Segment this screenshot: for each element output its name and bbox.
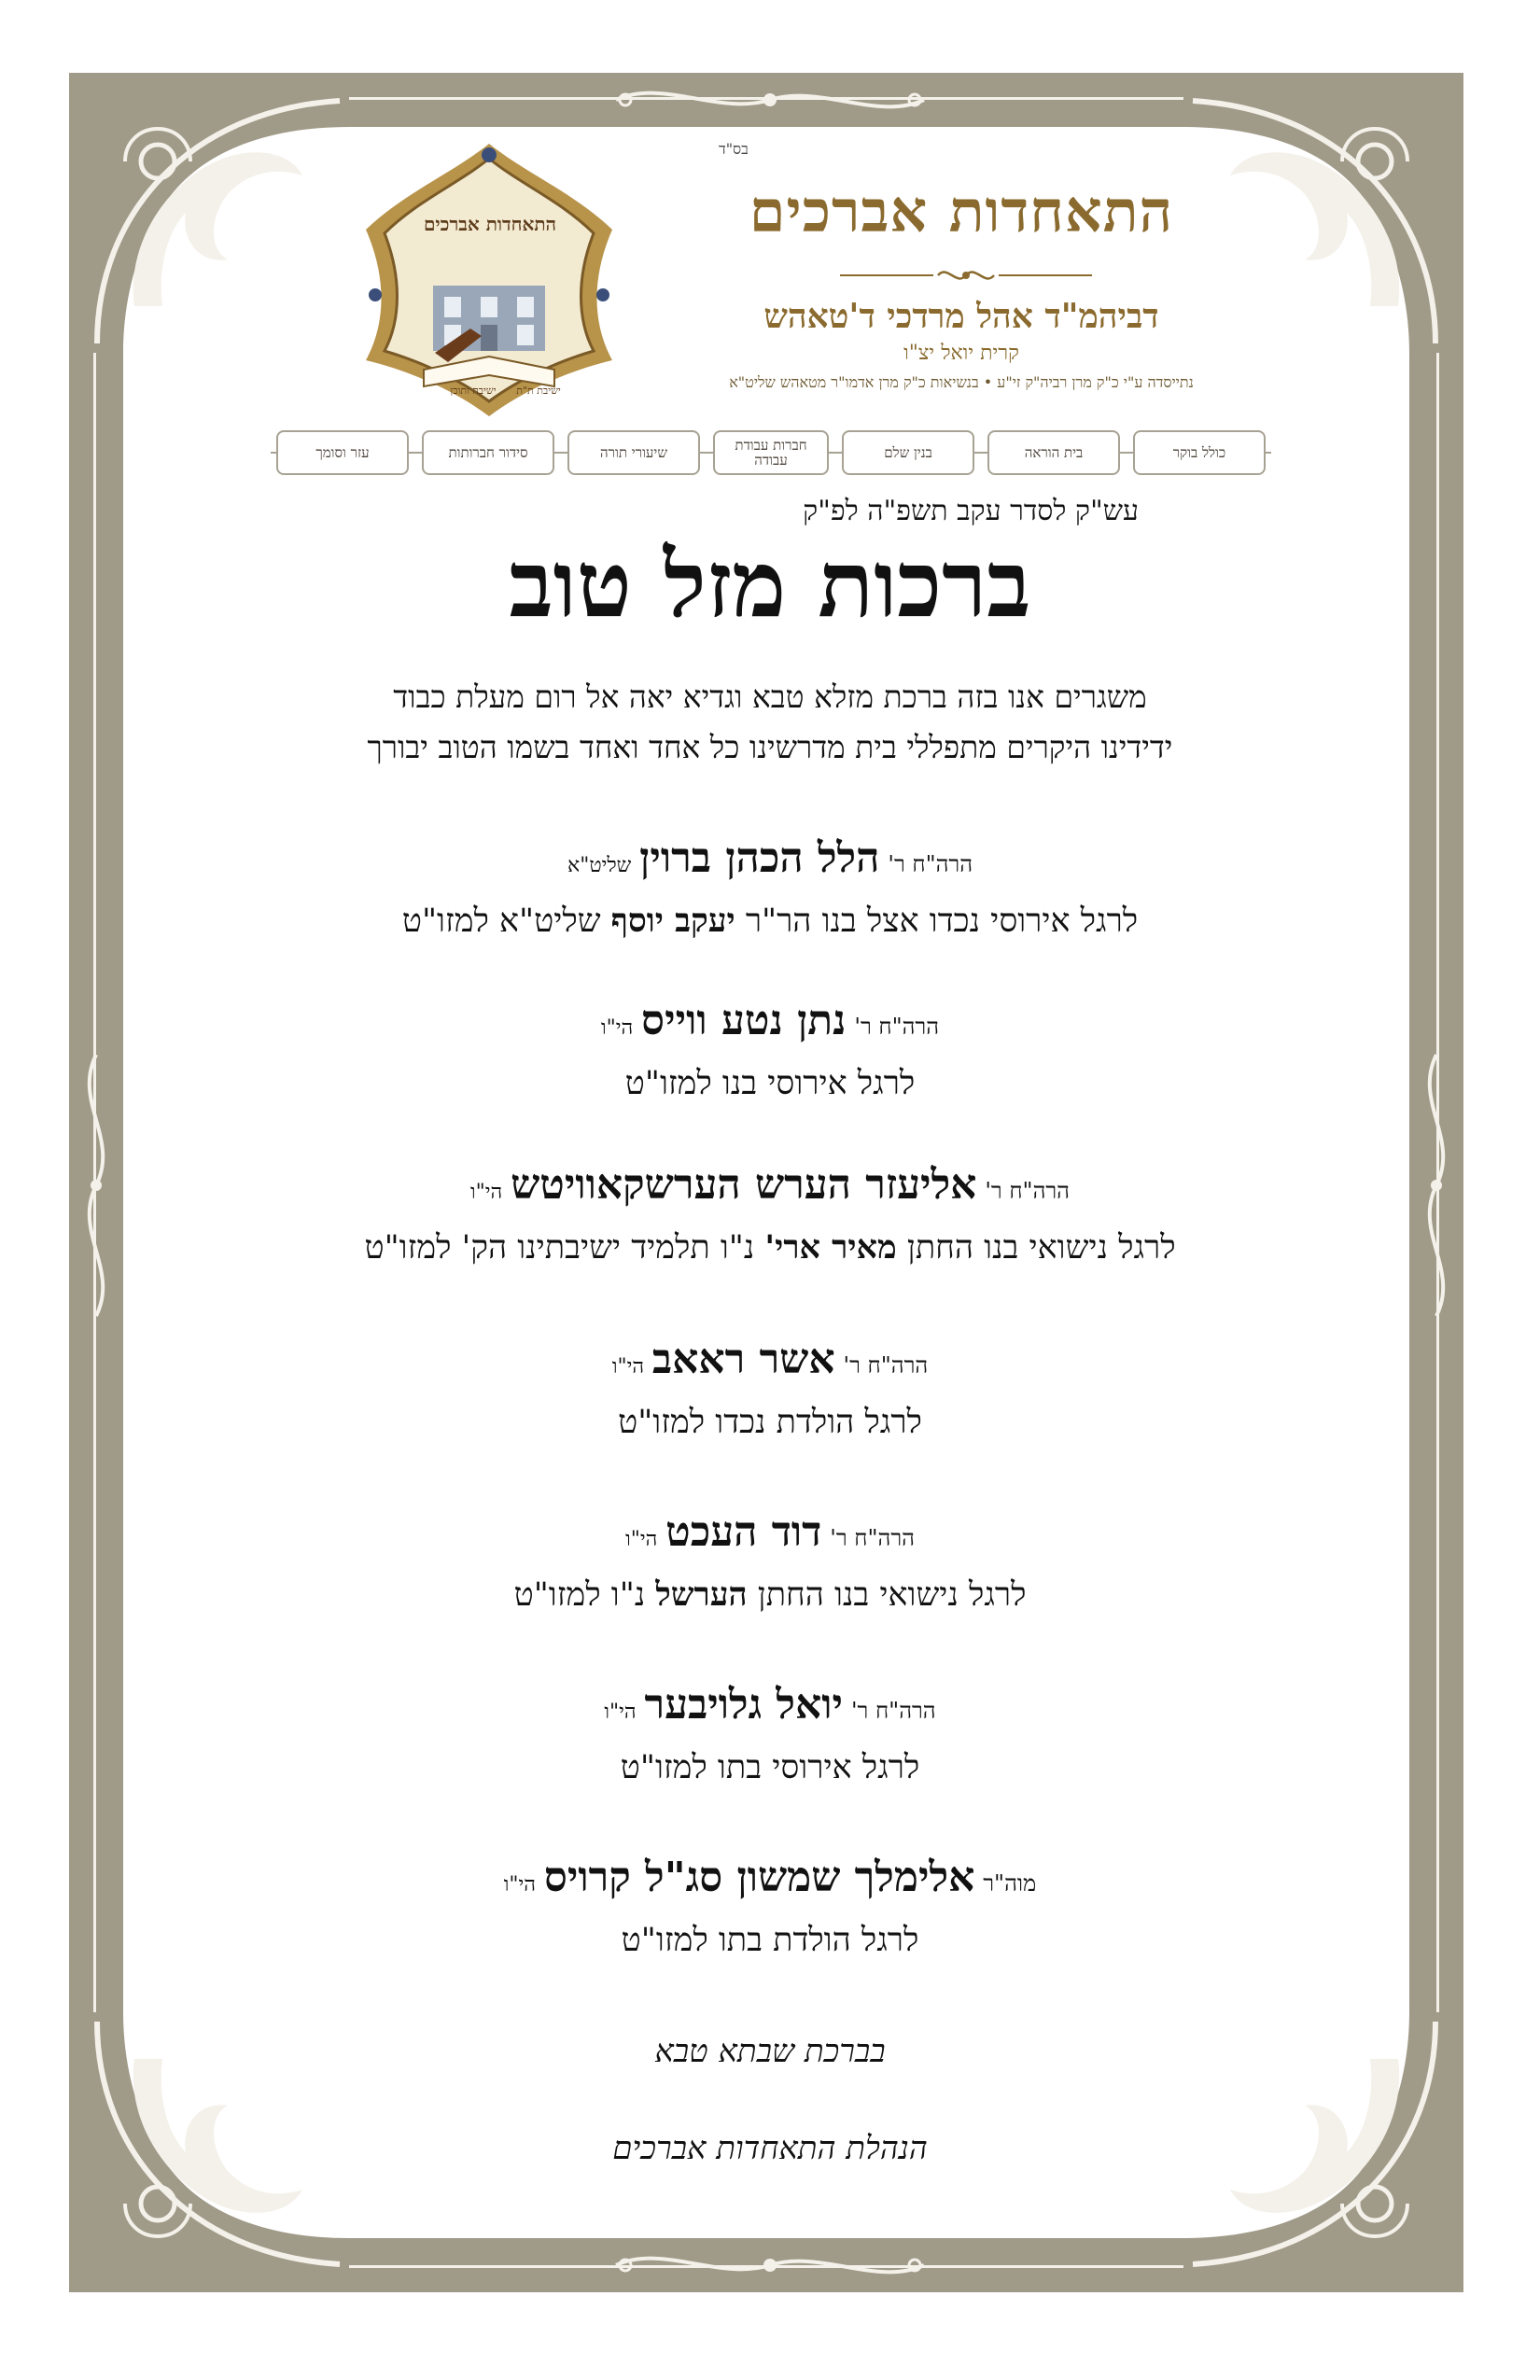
left-side-ornament: [73, 1045, 119, 1325]
name-suffix: הי"ו: [611, 1355, 645, 1379]
congratulation-entry: [187, 1155, 1353, 1273]
organization-founded-line: נתייסדה ע"י כ"ק מרן רביה"ק זי"ע • בנשיאות כ"ק מרן אדמו"ר מטאהש שליט"א: [729, 373, 1194, 391]
title-flourish: [840, 264, 1092, 287]
congratulation-entry: [187, 1848, 1353, 1966]
page-title: ברכות מזל טוב: [509, 531, 1031, 638]
occasion-text: לרגל אירוסי נכדו אצל בנו הר"ר: [745, 903, 1139, 940]
honorific: מוה"ר: [983, 1870, 1037, 1897]
nav-item-beis-horaah: בית הוראה: [987, 430, 1120, 475]
name-suffix: הי"ו: [503, 1873, 536, 1897]
occasion-text: לרגל אירוסי בנו למזו"ט: [624, 1065, 916, 1102]
intro-text: [205, 672, 1335, 773]
nav-item-shiurei-torah: שיעורי תורה: [567, 430, 700, 475]
occasion-text-end: נ"ו למזו"ט: [513, 1576, 646, 1614]
date-note: עש"ק לסדר עקב תשפ"ה לפ"ק: [803, 495, 1139, 527]
name-suffix: הי"ו: [470, 1181, 503, 1204]
occasion-name: יעקב יוסף: [610, 902, 735, 940]
honoree-name: אליעזר הערש הערשקאוויטש: [511, 1161, 977, 1209]
corner-ornament-bottom-right: [1183, 2012, 1463, 2292]
honorific: הרה"ח ר': [843, 1352, 929, 1379]
honorific: הרה"ח ר': [888, 851, 973, 877]
occasion-name: הערשל: [655, 1575, 748, 1614]
honorific: הרה"ח ר': [830, 1525, 915, 1551]
occasion-text: לרגל הולדת בתו למזו"ט: [621, 1922, 919, 1959]
program-nav: [276, 428, 1266, 477]
honoree-name: אלימלך שמשון סג"ל קרויס: [543, 1854, 975, 1901]
occasion-name: מאיר ארי': [764, 1228, 897, 1267]
occasion-text: לרגל נישואי בנו החתן: [757, 1576, 1027, 1614]
occasion-text: לרגל הולדת נכדו למזו"ט: [618, 1404, 922, 1441]
bsd-mark: בס"ד: [719, 140, 749, 158]
logo-tab-left: ישיבת ת"ת: [516, 385, 561, 397]
nav-item-ezer-vesomech: עזר וסומך: [276, 430, 409, 475]
nav-item-chavrusos: סידור חברותות: [422, 430, 554, 475]
intro-line-1: משגרים אנו בזה ברכת מזלא טבא וגדיא יאה אל רום מעלת כבוד: [393, 679, 1147, 715]
honoree-name: דוד העכט: [665, 1508, 822, 1556]
honoree-name: אשר ראאב: [651, 1336, 835, 1383]
honorific: הרה"ח ר': [985, 1178, 1070, 1204]
honoree-name: נתן נטע ווייס: [641, 997, 847, 1044]
congratulation-entry: [187, 1330, 1353, 1448]
nav-item-morning-kollel: כולל בוקר: [1133, 430, 1266, 475]
nav-item-chaburos: חברות עבודת עבודה: [713, 430, 829, 475]
organization-city: קרית יואל יצ"ו: [903, 342, 1019, 365]
right-side-ornament: [1413, 1045, 1460, 1325]
corner-ornament-bottom-left: [69, 2012, 349, 2292]
top-scroll-ornament: [607, 78, 933, 121]
congratulation-entry: [187, 829, 1353, 946]
organization-title: התאחדות אברכים: [749, 177, 1174, 245]
name-suffix: הי"ו: [625, 1528, 658, 1551]
congratulation-entry: [187, 1675, 1353, 1793]
organization-logo-emblem: [358, 136, 620, 426]
bottom-scroll-ornament: [607, 2244, 933, 2287]
honorific: הרה"ח ר': [850, 1698, 936, 1724]
corner-ornament-top-left: [69, 73, 349, 353]
intro-line-2: ידידינו היקרים מתפללי בית מדרשינו כל אחד ואחד בשמו הטוב יבורך: [367, 729, 1173, 765]
occasion-text: לרגל אירוסי בתו למזו"ט: [620, 1749, 920, 1786]
occasion-text-end: שליט"א למזו"ט: [401, 903, 601, 940]
nav-item-binyan-shalem: בנין שלם: [842, 430, 974, 475]
organization-subtitle: דביהמ"ד אהל מרדכי ד'טאהש: [763, 297, 1159, 336]
congratulation-entry: [187, 991, 1353, 1109]
honorific: הרה"ח ר': [854, 1014, 940, 1040]
occasion-text: לרגל נישואי בנו החתן: [906, 1229, 1176, 1267]
closing-blessing: בברכת שבתא טבא: [654, 2033, 886, 2070]
honoree-name: יואל גלויבער: [644, 1681, 844, 1729]
name-suffix: הי"ו: [604, 1701, 637, 1724]
occasion-text-end: נ"ו תלמיד ישיבתינו הק' למזו"ט: [364, 1229, 755, 1267]
congratulation-entry: [187, 1503, 1353, 1620]
name-suffix: שליט"א: [567, 854, 632, 877]
name-suffix: הי"ו: [600, 1016, 634, 1040]
logo-tab-right: ישיבה ותוכן: [450, 385, 497, 397]
logo-title: התאחדות אברכים: [423, 213, 557, 235]
closing-signature: הנהלת התאחדות אברכים: [612, 2130, 928, 2167]
honoree-name: הלל הכהן ברוין: [639, 834, 880, 882]
